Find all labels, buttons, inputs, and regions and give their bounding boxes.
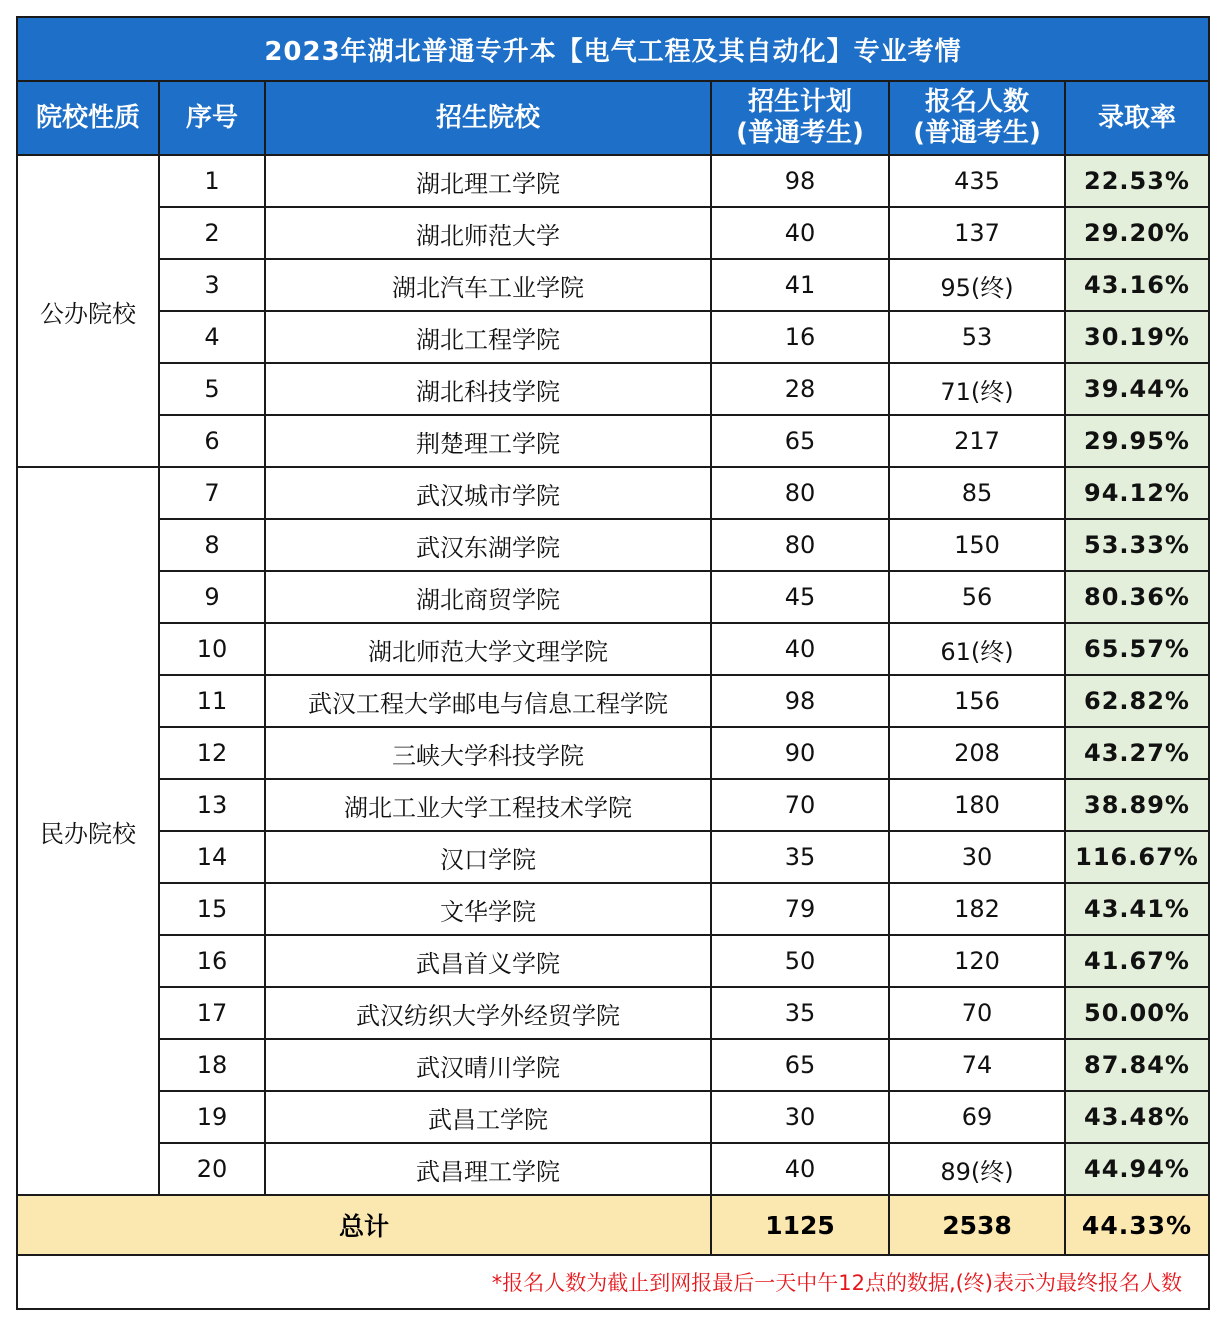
plan-cell: 65	[711, 415, 889, 467]
plan-cell: 40	[711, 623, 889, 675]
applicants-cell: 435	[889, 155, 1065, 207]
admission-table-frame	[16, 16, 1208, 1310]
school-cell: 三峡大学科技学院	[265, 727, 711, 779]
number-cell: 17	[159, 987, 265, 1039]
number-cell: 15	[159, 883, 265, 935]
number-cell: 9	[159, 571, 265, 623]
school-cell: 武昌首义学院	[265, 935, 711, 987]
rate-cell: 43.48%	[1065, 1091, 1209, 1143]
rate-cell: 94.12%	[1065, 467, 1209, 519]
number-cell: 20	[159, 1143, 265, 1195]
plan-cell: 98	[711, 675, 889, 727]
admission-table	[16, 16, 1210, 1310]
number-cell: 7	[159, 467, 265, 519]
school-cell: 武汉纺织大学外经贸学院	[265, 987, 711, 1039]
school-cell: 荆楚理工学院	[265, 415, 711, 467]
number-cell: 2	[159, 207, 265, 259]
applicants-cell: 95(终)	[889, 259, 1065, 311]
applicants-cell: 156	[889, 675, 1065, 727]
table-body	[17, 155, 1209, 1309]
table-row	[17, 727, 1209, 779]
school-cell: 湖北汽车工业学院	[265, 259, 711, 311]
school-cell: 武汉晴川学院	[265, 1039, 711, 1091]
school-cell: 湖北工程学院	[265, 311, 711, 363]
table-row	[17, 207, 1209, 259]
school-cell: 武昌理工学院	[265, 1143, 711, 1195]
header-row	[17, 81, 1209, 155]
school-cell: 文华学院	[265, 883, 711, 935]
number-cell: 10	[159, 623, 265, 675]
table-row	[17, 155, 1209, 207]
table-row	[17, 831, 1209, 883]
applicants-cell: 120	[889, 935, 1065, 987]
rate-cell: 50.00%	[1065, 987, 1209, 1039]
applicants-cell: 70	[889, 987, 1065, 1039]
school-cell: 汉口学院	[265, 831, 711, 883]
school-cell: 湖北理工学院	[265, 155, 711, 207]
table-row	[17, 1091, 1209, 1143]
number-cell: 14	[159, 831, 265, 883]
footnote: *报名人数为截止到网报最后一天中午12点的数据,(终)表示为最终报名人数	[17, 1255, 1209, 1309]
applicants-cell: 150	[889, 519, 1065, 571]
applicants-cell: 137	[889, 207, 1065, 259]
header-school-type: 院校性质	[17, 81, 159, 155]
table-row	[17, 467, 1209, 519]
school-cell: 湖北科技学院	[265, 363, 711, 415]
plan-cell: 41	[711, 259, 889, 311]
plan-cell: 45	[711, 571, 889, 623]
applicants-cell: 182	[889, 883, 1065, 935]
header-number: 序号	[159, 81, 265, 155]
applicants-cell: 53	[889, 311, 1065, 363]
rate-cell: 29.20%	[1065, 207, 1209, 259]
number-cell: 19	[159, 1091, 265, 1143]
plan-cell: 35	[711, 987, 889, 1039]
header-plan	[711, 81, 889, 155]
plan-cell: 40	[711, 1143, 889, 1195]
title-row	[17, 17, 1209, 81]
total-row	[17, 1195, 1209, 1255]
header-rate: 录取率	[1065, 81, 1209, 155]
plan-cell: 70	[711, 779, 889, 831]
table-row	[17, 675, 1209, 727]
applicants-cell: 61(终)	[889, 623, 1065, 675]
table-row	[17, 259, 1209, 311]
school-cell: 武昌工学院	[265, 1091, 711, 1143]
plan-cell: 80	[711, 519, 889, 571]
table-row	[17, 363, 1209, 415]
total-plan: 1125	[711, 1195, 889, 1255]
rate-cell: 39.44%	[1065, 363, 1209, 415]
table-row	[17, 311, 1209, 363]
applicants-cell: 89(终)	[889, 1143, 1065, 1195]
header-plan-line2: (普通考生)	[736, 118, 864, 148]
number-cell: 6	[159, 415, 265, 467]
rate-cell: 44.94%	[1065, 1143, 1209, 1195]
header-applicants-line1: 报名人数	[924, 87, 1029, 117]
plan-cell: 50	[711, 935, 889, 987]
table-row	[17, 883, 1209, 935]
applicants-cell: 180	[889, 779, 1065, 831]
table-row	[17, 779, 1209, 831]
applicants-cell: 69	[889, 1091, 1065, 1143]
school-cell: 武汉城市学院	[265, 467, 711, 519]
number-cell: 8	[159, 519, 265, 571]
table-row	[17, 1143, 1209, 1195]
rate-cell: 116.67%	[1065, 831, 1209, 883]
plan-cell: 98	[711, 155, 889, 207]
table-title: 2023年湖北普通专升本【电气工程及其自动化】专业考情	[17, 17, 1209, 81]
table-row	[17, 935, 1209, 987]
table-row	[17, 519, 1209, 571]
school-cell: 武汉工程大学邮电与信息工程学院	[265, 675, 711, 727]
total-label: 总计	[17, 1195, 711, 1255]
applicants-cell: 56	[889, 571, 1065, 623]
number-cell: 11	[159, 675, 265, 727]
number-cell: 12	[159, 727, 265, 779]
table-row	[17, 1039, 1209, 1091]
school-type-cell: 民办院校	[17, 467, 159, 1195]
rate-cell: 41.67%	[1065, 935, 1209, 987]
rate-cell: 43.41%	[1065, 883, 1209, 935]
number-cell: 4	[159, 311, 265, 363]
table-row	[17, 623, 1209, 675]
number-cell: 16	[159, 935, 265, 987]
plan-cell: 30	[711, 1091, 889, 1143]
plan-cell: 40	[711, 207, 889, 259]
number-cell: 13	[159, 779, 265, 831]
plan-cell: 16	[711, 311, 889, 363]
rate-cell: 43.27%	[1065, 727, 1209, 779]
total-rate: 44.33%	[1065, 1195, 1209, 1255]
number-cell: 1	[159, 155, 265, 207]
rate-cell: 43.16%	[1065, 259, 1209, 311]
plan-cell: 28	[711, 363, 889, 415]
rate-cell: 30.19%	[1065, 311, 1209, 363]
applicants-cell: 217	[889, 415, 1065, 467]
school-cell: 湖北师范大学文理学院	[265, 623, 711, 675]
header-applicants	[889, 81, 1065, 155]
school-type-cell: 公办院校	[17, 155, 159, 467]
plan-cell: 90	[711, 727, 889, 779]
plan-cell: 79	[711, 883, 889, 935]
table-row	[17, 571, 1209, 623]
applicants-cell: 74	[889, 1039, 1065, 1091]
school-cell: 武汉东湖学院	[265, 519, 711, 571]
header-plan-line1: 招生计划	[747, 87, 852, 117]
plan-cell: 35	[711, 831, 889, 883]
number-cell: 3	[159, 259, 265, 311]
school-cell: 湖北商贸学院	[265, 571, 711, 623]
rate-cell: 53.33%	[1065, 519, 1209, 571]
header-school: 招生院校	[265, 81, 711, 155]
plan-cell: 65	[711, 1039, 889, 1091]
applicants-cell: 85	[889, 467, 1065, 519]
rate-cell: 80.36%	[1065, 571, 1209, 623]
school-cell: 湖北师范大学	[265, 207, 711, 259]
rate-cell: 87.84%	[1065, 1039, 1209, 1091]
applicants-cell: 30	[889, 831, 1065, 883]
rate-cell: 65.57%	[1065, 623, 1209, 675]
number-cell: 5	[159, 363, 265, 415]
rate-cell: 29.95%	[1065, 415, 1209, 467]
rate-cell: 62.82%	[1065, 675, 1209, 727]
total-applicants: 2538	[889, 1195, 1065, 1255]
applicants-cell: 208	[889, 727, 1065, 779]
rate-cell: 38.89%	[1065, 779, 1209, 831]
number-cell: 18	[159, 1039, 265, 1091]
header-applicants-line2: (普通考生)	[913, 118, 1041, 148]
school-cell: 湖北工业大学工程技术学院	[265, 779, 711, 831]
applicants-cell: 71(终)	[889, 363, 1065, 415]
rate-cell: 22.53%	[1065, 155, 1209, 207]
plan-cell: 80	[711, 467, 889, 519]
table-row	[17, 415, 1209, 467]
table-row	[17, 987, 1209, 1039]
note-row	[17, 1255, 1209, 1309]
